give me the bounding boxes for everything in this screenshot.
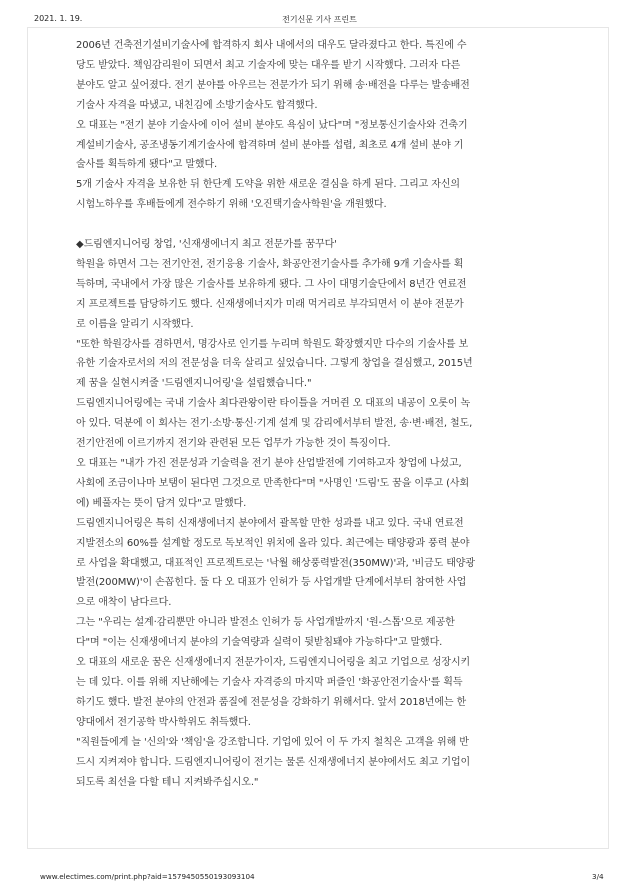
paragraph-line: 드시 지켜져야 합니다. 드림엔지니어링이 전기는 물론 신재생에너지 분야에서도 최고 기업이: [76, 756, 471, 768]
paragraph-line: 다"며 "이는 신재생에너지 분야의 기술역량과 실력이 뒷받침돼야 가능하다"고 말했다.: [76, 637, 443, 649]
paragraph-line: 기술사 자격을 따냈고, 내친김에 소방기술사도 합격했다.: [76, 99, 318, 111]
paragraph-line: 로 사업을 확대했고, 대표적인 프로젝트로는 '낙월 해상풍력발전(350MW)'과, '비금도 태양광: [76, 557, 475, 569]
paragraph-line: 지 프로젝트를 담당하기도 했다. 신재생에너지가 미래 먹거리로 부각되면서 이 분야 전문가: [76, 298, 464, 310]
page-header-title: 전기신문 기사 프린트: [282, 15, 357, 24]
article-paragraph: [76, 733, 576, 793]
article-paragraph: [76, 454, 576, 514]
paragraph-line: 지발전소의 60%를 설계할 정도로 독보적인 위치에 올라 있다. 최근에는 태양광과 풍력 분야: [76, 537, 470, 549]
paragraph-line: 되도록 최선을 다할 테니 지켜봐주십시오.": [76, 776, 259, 788]
paragraph-line: 드림엔지니어링에는 국내 기술사 최다관왕이란 타이틀을 거머쥔 오 대표의 내공이 오롯이 녹: [76, 398, 471, 410]
paragraph-line: 드림엔지니어링은 특히 신재생에너지 분야에서 괄목할 만한 성과를 내고 있다. 국내 연료전: [76, 517, 464, 529]
article-paragraph: [76, 653, 576, 733]
paragraph-line: 는 데 있다. 이를 위해 지난해에는 기술사 자격증의 마지막 퍼즐인 '화공안전기술사'를 획득: [76, 676, 463, 688]
paragraph-line: 5개 기술사 자격을 보유한 뒤 한단계 도약을 위한 새로운 결심을 하게 된다. 그리고 자신의: [76, 179, 460, 191]
article-paragraph: [76, 335, 576, 395]
paragraph-line: "직원들에게 늘 '신의'와 '책임'을 강조합니다. 기업에 있어 이 두 가지 철칙은 고객을 위해 반: [76, 736, 469, 748]
paragraph-line: 오 대표는 "전기 분야 기술사에 이어 설비 분야도 욕심이 났다"며 "정보통신기술사와 건축기: [76, 119, 468, 131]
paragraph-line: 그는 "우리는 설계·감리뿐만 아니라 발전소 인허가 등 사업개발까지 '원-스톱'으로 제공한: [76, 617, 455, 629]
paragraph-line: 에) 베풀자는 뜻이 담겨 있다"고 말했다.: [76, 497, 247, 509]
paragraph-line: 득하며, 국내에서 가장 많은 기술사를 보유하게 됐다. 그 사이 대명기술단에서 8년간 연료전: [76, 278, 467, 290]
footer-url[interactable]: www.electimes.com/print.php?aid=1579450550193093104: [40, 872, 255, 881]
article-body: [76, 36, 576, 792]
paragraph-line: 시험노하우를 후배들에게 전수하기 위해 '오진택기술사학원'을 개원했다.: [76, 199, 387, 211]
paragraph-line: 당도 받았다. 책임감리원이 되면서 최고 기술자에 맞는 대우를 받기 시작했다. 그러자 다른: [76, 59, 461, 71]
paragraph-line: 오 대표의 새로운 꿈은 신재생에너지 전문가이자, 드림엔지니어링을 최고 기업으로 성장시키: [76, 657, 471, 669]
article-paragraph: [76, 175, 576, 215]
article-paragraph: [76, 514, 576, 614]
paragraph-line: 유한 기술자로서의 저의 전문성을 더욱 살리고 싶었습니다. 그렇게 창업을 결심했고, 2015년: [76, 358, 473, 370]
paragraph-line: 로 이름을 알리기 시작했다.: [76, 318, 194, 330]
paragraph-line: "또한 학원강사를 겸하면서, 명강사로 인기를 누리며 학원도 확장했지만 다수의 기술사를 보: [76, 338, 469, 350]
paragraph-line: 계설비기술사, 공조냉동기계기술사에 합격하며 설비 분야를 섭렵, 최초로 4개 설비 분야 기: [76, 139, 464, 151]
article-paragraph: [76, 394, 576, 454]
paragraph-line: 오 대표는 "내가 가진 전문성과 기술력을 전기 분야 산업발전에 기여하고자 창업에 나섰고,: [76, 458, 462, 470]
paragraph-line: 제 꿈을 실현시켜줄 '드림엔지니어링'을 설립했습니다.": [76, 378, 312, 390]
article-paragraph: [76, 255, 576, 335]
page-number: 3/4: [592, 872, 604, 881]
paragraph-line: ◆드림엔지니어링 창업, '신재생에너지 최고 전문가를 꿈꾸다': [76, 239, 337, 251]
paragraph-line: 양대에서 전기공학 박사학위도 취득했다.: [76, 716, 251, 728]
paragraph-line: 아 있다. 덕분에 이 회사는 전기·소방·통신·기계 설계 및 감리에서부터 발전, 송·변·배전, 철도,: [76, 418, 473, 430]
article-paragraph: [76, 235, 576, 255]
paragraph-line: 2006년 건축전기설비기술사에 합격하지 회사 내에서의 대우도 달라졌다고 한다. 특진에 수: [76, 40, 467, 51]
paragraph-line: 분야도 알고 싶어졌다. 전기 분야를 아우르는 전문가가 되기 위해 송·배전을 다루는 발송배전: [76, 79, 470, 91]
paragraph-line: 술사를 획득하게 됐다"고 말했다.: [76, 159, 218, 171]
article-paragraph: [76, 613, 576, 653]
paragraph-line: 전기안전에 이르기까지 전기와 관련된 모든 업무가 가능한 것이 특징이다.: [76, 438, 391, 450]
paragraph-line: 으로 애착이 남다르다.: [76, 597, 172, 609]
paragraph-line: 사회에 조금이나마 보탬이 된다면 그것으로 만족한다"며 "사명인 '드림'도 꿈을 이루고 (사회: [76, 477, 470, 489]
paragraph-spacer: [76, 215, 576, 235]
paragraph-line: 학원을 하면서 그는 전기안전, 전기응용 기술사, 화공안전기술사를 추가해 9개 기술사를 획: [76, 258, 464, 270]
print-date: 2021. 1. 19.: [34, 14, 83, 23]
paragraph-line: 발전(200MW)'이 손꼽힌다. 둘 다 오 대표가 인허가 등 사업개발 단계에서부터 참여한 사업: [76, 577, 467, 589]
article-paragraph: [76, 36, 576, 116]
paragraph-line: 하기도 했다. 발전 분야의 안전과 품질에 전문성을 강화하기 위해서다. 앞서 2018년에는 한: [76, 696, 467, 708]
article-paragraph: [76, 116, 576, 176]
